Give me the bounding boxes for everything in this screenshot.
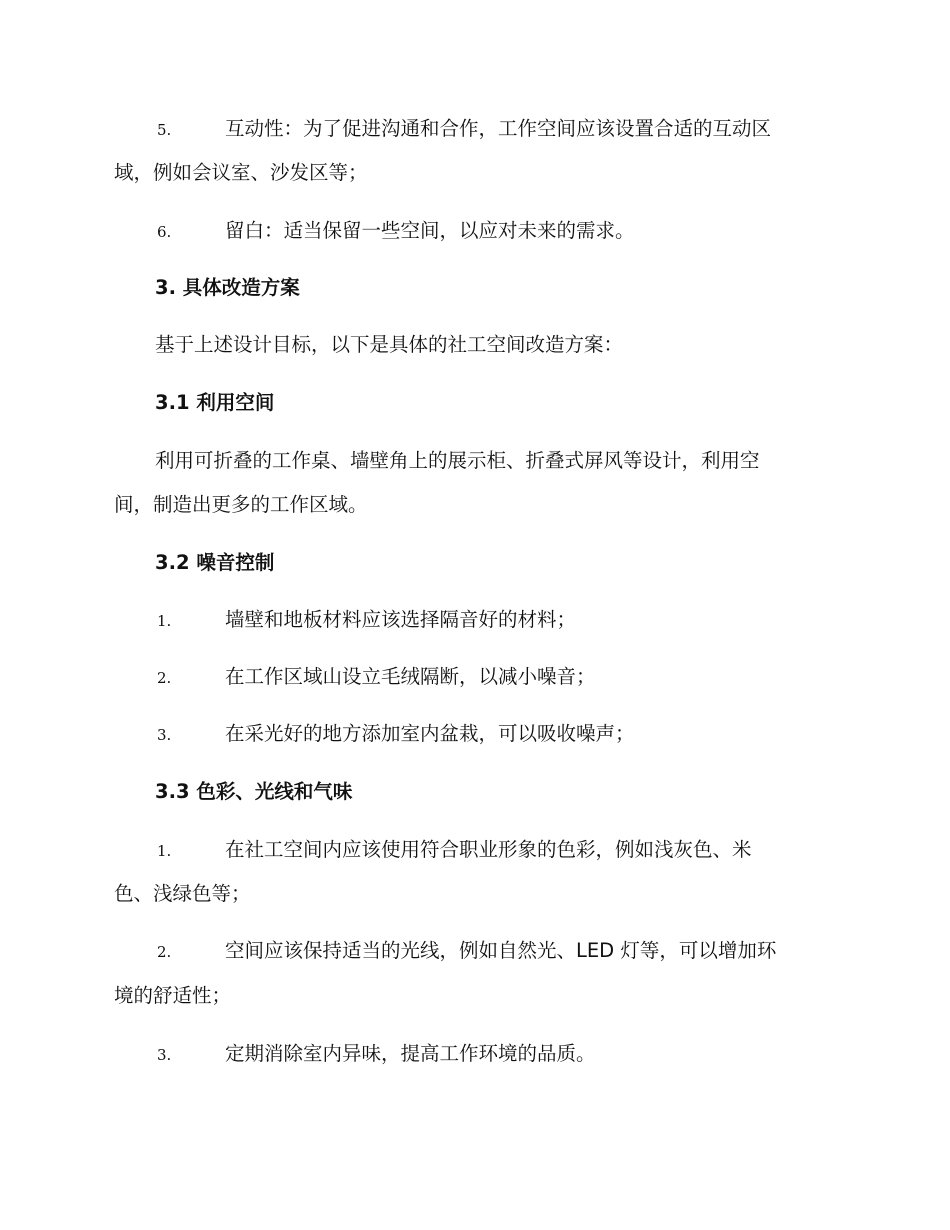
paragraph: 基于上述设计目标，以下是具体的社工空间改造方案： (155, 333, 624, 356)
list-item-text-continued: 境的舒适性； (114, 984, 232, 1007)
list-item-text: 定期消除室内异味，提高工作环境的品质。 (225, 1042, 596, 1065)
list-number: 6. (157, 223, 172, 241)
list-item-text: 在工作区域山设立毛绒隔断，以减小噪音； (225, 665, 596, 688)
list-number: 5. (157, 121, 172, 139)
list-number: 3. (157, 726, 172, 744)
subsection-heading: 3.1 利用空间 (155, 391, 275, 414)
list-number: 1. (157, 842, 172, 860)
subsection-heading: 3.2 噪音控制 (155, 551, 275, 574)
list-item-text: 空间应该保持适当的光线，例如自然光、LED 灯等，可以增加环 (225, 939, 777, 962)
list-item-text: 留白：适当保留一些空间，以应对未来的需求。 (225, 219, 635, 242)
list-number: 3. (157, 1046, 172, 1064)
section-heading: 3. 具体改造方案 (155, 276, 300, 299)
subsection-heading: 3.3 色彩、光线和气味 (155, 780, 353, 803)
paragraph-continued: 间，制造出更多的工作区域。 (114, 493, 368, 516)
list-item-text: 在社工空间内应该使用符合职业形象的色彩，例如浅灰色、米 (225, 838, 752, 861)
paragraph: 利用可折叠的工作桌、墙壁角上的展示柜、折叠式屏风等设计，利用空 (155, 449, 760, 472)
list-item-text: 互动性：为了促进沟通和合作，工作空间应该设置合适的互动区 (225, 117, 772, 140)
list-item-text-continued: 色、浅绿色等； (114, 882, 251, 905)
list-item-text: 墙壁和地板材料应该选择隔音好的材料； (225, 608, 577, 631)
list-number: 1. (157, 612, 172, 630)
list-number: 2. (157, 669, 172, 687)
list-item-text: 在采光好的地方添加室内盆栽，可以吸收噪声； (225, 722, 635, 745)
list-item-text-continued: 域，例如会议室、沙发区等； (114, 161, 368, 184)
list-number: 2. (157, 943, 172, 961)
